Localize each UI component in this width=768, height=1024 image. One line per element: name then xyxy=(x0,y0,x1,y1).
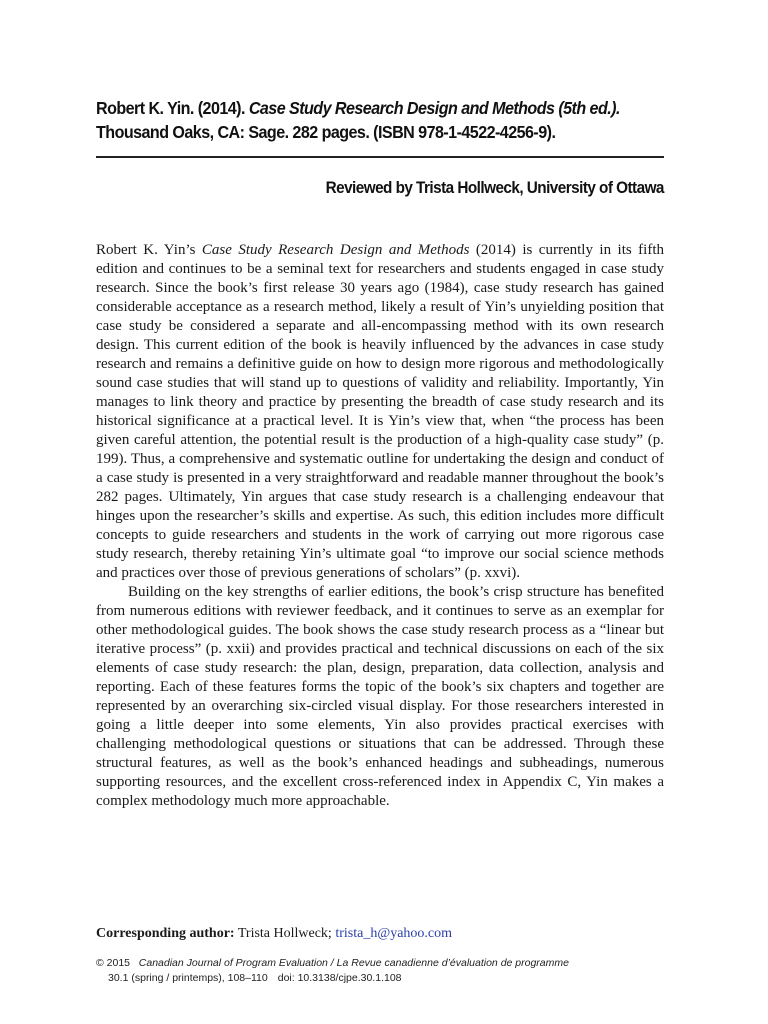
footer-copyright: © 2015 xyxy=(96,957,131,969)
paragraph-2: Building on the key strengths of earlier editions, the book’s crisp structure has benefited from numerous editions with reviewer feedback, and it continues to serve as an exemplar for other methodological guides. The book shows the case study research process as a “linear but iterative process” (p. xxii) and provides practical and technical discussions on each of the six elements of case study research: the plan, design, preparation, data collection, analysis and reporting. Each of these features forms the topic of the book’s six chapters and together are represented by an overarching six-circled visual display. For those researchers interested in going a little deeper into some elements, Yin also provides practical exercises with challenging methodological questions or situations that can be addressed. Through these structural features, as well as the book’s enhanced headings and subheadings, numerous supporting resources, and the excellent cross-referenced index in Appendix C, Yin makes a complex methodology much more approachable. xyxy=(96,584,664,809)
citation-line-1 xyxy=(96,96,619,120)
header-divider xyxy=(96,156,664,158)
journal-footer xyxy=(96,956,664,986)
corresponding-author xyxy=(96,925,664,943)
corresponding-label: Corresponding author: xyxy=(96,926,235,941)
corresponding-name: Trista Hollweck; xyxy=(234,926,336,941)
citation-author-year: Robert K. Yin. (2014). xyxy=(96,98,245,118)
footer-journal-name: Canadian Journal of Program Evaluation / La Revue canadienne d’évaluation de programme xyxy=(138,957,569,969)
footer-issue: 30.1 (spring / printemps), 108–110 xyxy=(108,972,268,984)
citation-book-title: Case Study Research Design and Methods (5th ed.). xyxy=(248,98,620,118)
footer-doi: doi: 10.3138/cjpe.30.1.108 xyxy=(277,972,402,984)
reviewer-line: Reviewed by Trista Hollweck, University of Ottawa xyxy=(325,178,664,197)
paragraph-1-book-title: Case Study Research Design and Methods xyxy=(201,242,470,258)
book-citation xyxy=(96,96,619,144)
corresponding-email-link[interactable]: trista_h@yahoo.com xyxy=(335,926,453,941)
paragraph-1-lead: Robert K. Yin’s xyxy=(96,242,202,258)
footer-line-2 xyxy=(96,971,664,986)
review-body xyxy=(96,241,664,811)
citation-publisher: Thousand Oaks, CA: Sage. 282 pages. (ISBN 978-1-4522-4256-9). xyxy=(96,122,556,142)
paragraph-1 xyxy=(96,241,664,583)
paragraph-1-text: (2014) is currently in its fifth edition and continues to be a seminal text for researchers and students engaged in case study research. Since the book’s first release 30 years ago (1984), case study research has gained considerable acceptance as a research method, likely a result of Yin’s unyielding position that case study be considered a separate and all-encompassing method with its own research design. This current edition of the book is heavily influenced by the advances in case study research and remains a definitive guide on how to design more rigorous and methodologically sound case studies that will stand up to questions of validity and reliability. Importantly, Yin manages to link theory and practice by presenting the breadth of case study research and its historical significance at a practical level. It is Yin’s view that, when “the process has been given careful attention, the potential result is the production of a high-quality case study” (p. 199). Thus, a comprehensive and systematic outline for undertaking the design and conduct of a case study is presented in a very straightforward and readable manner throughout the book’s 282 pages. Ultimately, Yin argues that case study research is a challenging endeavour that hinges upon the researcher’s skills and expertise. As such, this edition includes more difficult concepts to guide researchers and students in the work of carrying out more rigorous case study research, thereby retaining Yin’s ultimate goal “to improve our social science methods and practices over those of previous generations of scholars” (p. xxvi). xyxy=(96,242,664,581)
footer-line-1 xyxy=(96,956,664,971)
